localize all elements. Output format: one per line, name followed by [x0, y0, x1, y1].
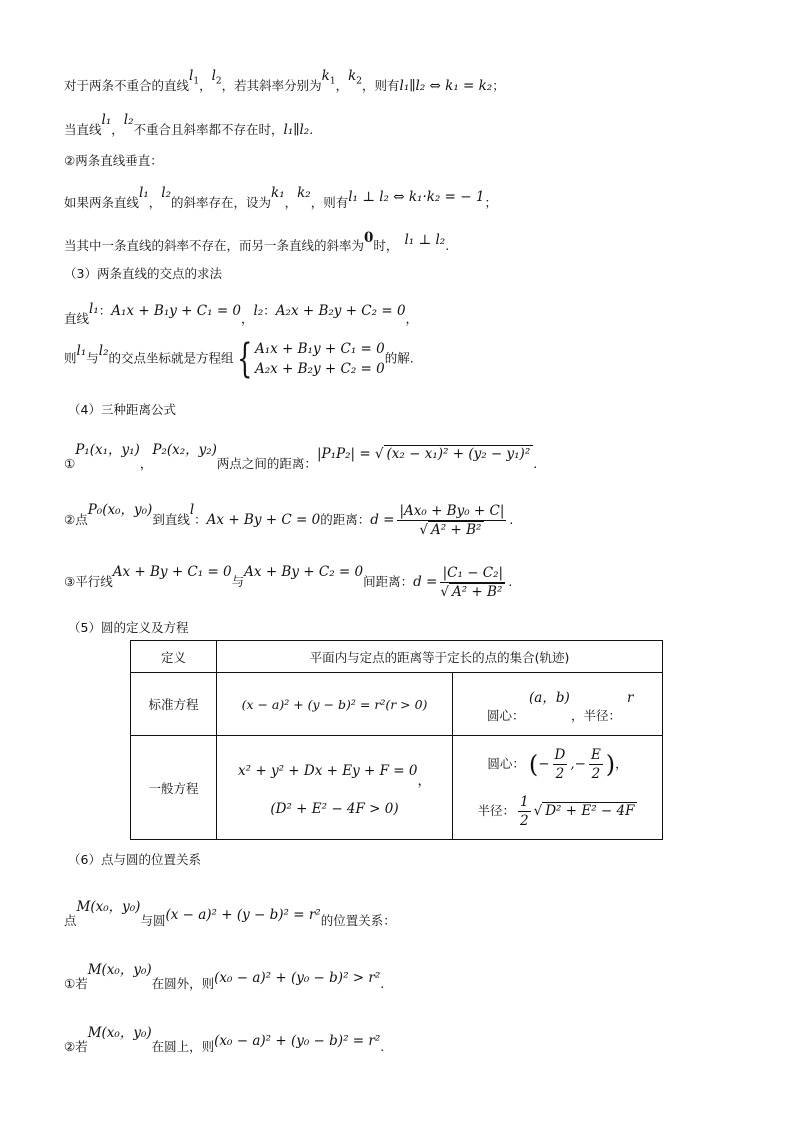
- line-l1: l₁: [101, 112, 112, 128]
- equation-line-2: A₂x + B₂y + C₂ = 0: [275, 303, 406, 319]
- line-l1: l₁: [139, 185, 149, 201]
- point-line-distance: ②点P₀(x₀，y₀)到直线l：Ax + By + C = 0的距离：d = $\frac{\text{|Ax₀ + By₀ + C|}}{\text{√ A² + B²}}$ .: [64, 502, 514, 538]
- section-6-heading: （6）点与圆的位置关系: [68, 852, 201, 867]
- two-lines-equations: 直线l₁：A₁x + B₁y + C₁ = 0，l₂：A₂x + B₂y + C₂ = 0，: [64, 301, 419, 326]
- general-center-cell: 圆心： (− $\frac{D}{2}$ ,− $\frac{E}{2}$ )， 半径： $\frac{1}{2}$ √ D² + E² − 4F: [453, 736, 663, 840]
- table-cell: 定义: [131, 641, 217, 673]
- standard-equation-cell: (x − a)² + (y − b)² = r²(r > 0): [217, 673, 453, 736]
- parallel-condition-line: 对于两条不重合的直线$l_1$，$l_2$，若其斜率分别为$k_1$，$k_2$，则有l₁∥l₂ ⇔ k₁ = k₂；: [64, 68, 505, 94]
- circle-equation: (x − a)² + (y − b)² = r²: [165, 907, 321, 923]
- perpendicular-heading: ②两条直线垂直：: [64, 153, 163, 168]
- line-l: l: [189, 502, 195, 518]
- perpendicular-relation: l₁ ⊥ l₂: [404, 232, 446, 248]
- line-equation: Ax + By + C = 0: [206, 512, 321, 528]
- left-brace: {: [236, 336, 252, 382]
- perpendicular-condition-line: 如果两条直线l₁，l₂的斜率存在，设为k₁，k₂，则有l₁ ⊥ l₂ ⇔ k₁·k₂ = − 1；: [64, 185, 497, 210]
- two-point-distance: ①P₁(x₁，y₁)，P₂(x₂，y₂)两点之间的距离：|P₁P₂| = √ (x₂ − x₁)² + (y₂ − y₁)².: [64, 442, 538, 471]
- point-p0: P₀(x₀，y₀): [87, 502, 153, 518]
- point-m: M(x₀，y₀): [76, 899, 141, 915]
- general-equation-cell: x² + y² + Dx + Ey + F = 0， (D² + E² − 4F > 0): [217, 736, 453, 840]
- standard-center-cell: (a，b) 圆心： ，半径： r: [453, 673, 663, 736]
- intersection-system-line: 则l₁与l₂的交点坐标就是方程组{ A₁x + B₁y + C₁ = 0 A₂x + B₂y + C₂ = 0 的解.: [64, 336, 414, 382]
- outside-condition: (x₀ − a)² + (y₀ − b)² > r²: [214, 970, 381, 986]
- slope-k1: k₁: [271, 185, 285, 201]
- equation-system: A₁x + B₁y + C₁ = 0 A₂x + B₂y + C₂ = 0: [254, 341, 385, 377]
- line-l2: $l_2$: [211, 68, 222, 87]
- no-slope-parallel-line: 当直线l₁，l₂不重合且斜率都不存在时，l₁∥l₂.: [64, 112, 314, 138]
- circle-equation-table: [130, 640, 663, 840]
- parallel-line-2: Ax + By + C₂ = 0: [244, 564, 364, 580]
- point-p1: P₁(x₁，y₁): [75, 442, 140, 458]
- perpendicular-relation: l₁ ⊥ l₂ ⇔ k₁·k₂ = − 1: [348, 189, 485, 205]
- line-l2: l₂: [123, 112, 134, 128]
- distance-formula: |P₁P₂| = √ (x₂ − x₁)² + (y₂ − y₁)²: [317, 446, 533, 462]
- parallel-line-1: Ax + By + C₁ = 0: [112, 564, 232, 580]
- line-l1: l₁: [76, 342, 87, 359]
- slope-k1: $k_1$: [321, 68, 336, 87]
- table-cell: 标准方程: [131, 673, 217, 736]
- slope-k2: k₂: [297, 185, 311, 201]
- table-row: [131, 736, 663, 840]
- parallel-relation: l₁∥l₂ ⇔ k₁ = k₂: [399, 78, 493, 94]
- table-row: [131, 673, 663, 736]
- point-m: M(x₀，y₀): [87, 962, 152, 978]
- line-l2: l₂: [98, 342, 109, 359]
- point-circle-relation: 点M(x₀，y₀)与圆(x − a)² + (y − b)² = r²的位置关系：: [64, 899, 396, 928]
- line-l2: l₂: [161, 185, 171, 201]
- distance-fraction: $\frac{\text{|C₁ − C₂|}}{\text{√ A² + B²}}$: [440, 564, 505, 601]
- line-l1: l₁: [89, 301, 99, 317]
- table-row: [131, 641, 663, 673]
- table-cell: 一般方程: [131, 736, 217, 840]
- equation-line-1: A₁x + B₁y + C₁ = 0: [111, 303, 242, 319]
- parallel-lines-distance: ③平行线Ax + By + C₁ = 0与Ax + By + C₂ = 0间距离：d = $\frac{\text{|C₁ − C₂|}}{\text{√ A² + B²}}$ .: [64, 564, 513, 600]
- section-3-heading: （3）两条直线的交点的求法: [64, 266, 222, 281]
- point-outside-circle: ①若M(x₀，y₀)在圆外，则(x₀ − a)² + (y₀ − b)² > r².: [64, 962, 385, 991]
- slope-k2: $k_2$: [348, 68, 363, 87]
- line-l1: $l_1$: [189, 68, 200, 87]
- zero-slope-perpendicular-line: 当其中一条直线的斜率不存在，而另一条直线的斜率为0时， l₁ ⊥ l₂.: [64, 230, 450, 253]
- table-cell: 平面内与定点的距离等于定长的点的集合(轨迹): [217, 641, 663, 673]
- point-m: M(x₀，y₀): [87, 1025, 152, 1041]
- zero-value: 0: [364, 230, 374, 246]
- distance-fraction: $\frac{\text{|Ax₀ + By₀ + C|}}{\text{√ A² + B²}}$: [399, 503, 505, 538]
- parallel-relation: l₁∥l₂: [283, 122, 310, 138]
- point-on-circle: ②若M(x₀，y₀)在圆上，则(x₀ − a)² + (y₀ − b)² = r².: [64, 1025, 385, 1054]
- section-5-heading: （5）圆的定义及方程: [68, 620, 189, 635]
- line-l2: l₂: [253, 303, 264, 319]
- on-condition: (x₀ − a)² + (y₀ − b)² = r²: [214, 1033, 381, 1049]
- section-4-heading: （4）三种距离公式: [68, 402, 176, 417]
- point-p2: P₂(x₂，y₂): [152, 442, 217, 458]
